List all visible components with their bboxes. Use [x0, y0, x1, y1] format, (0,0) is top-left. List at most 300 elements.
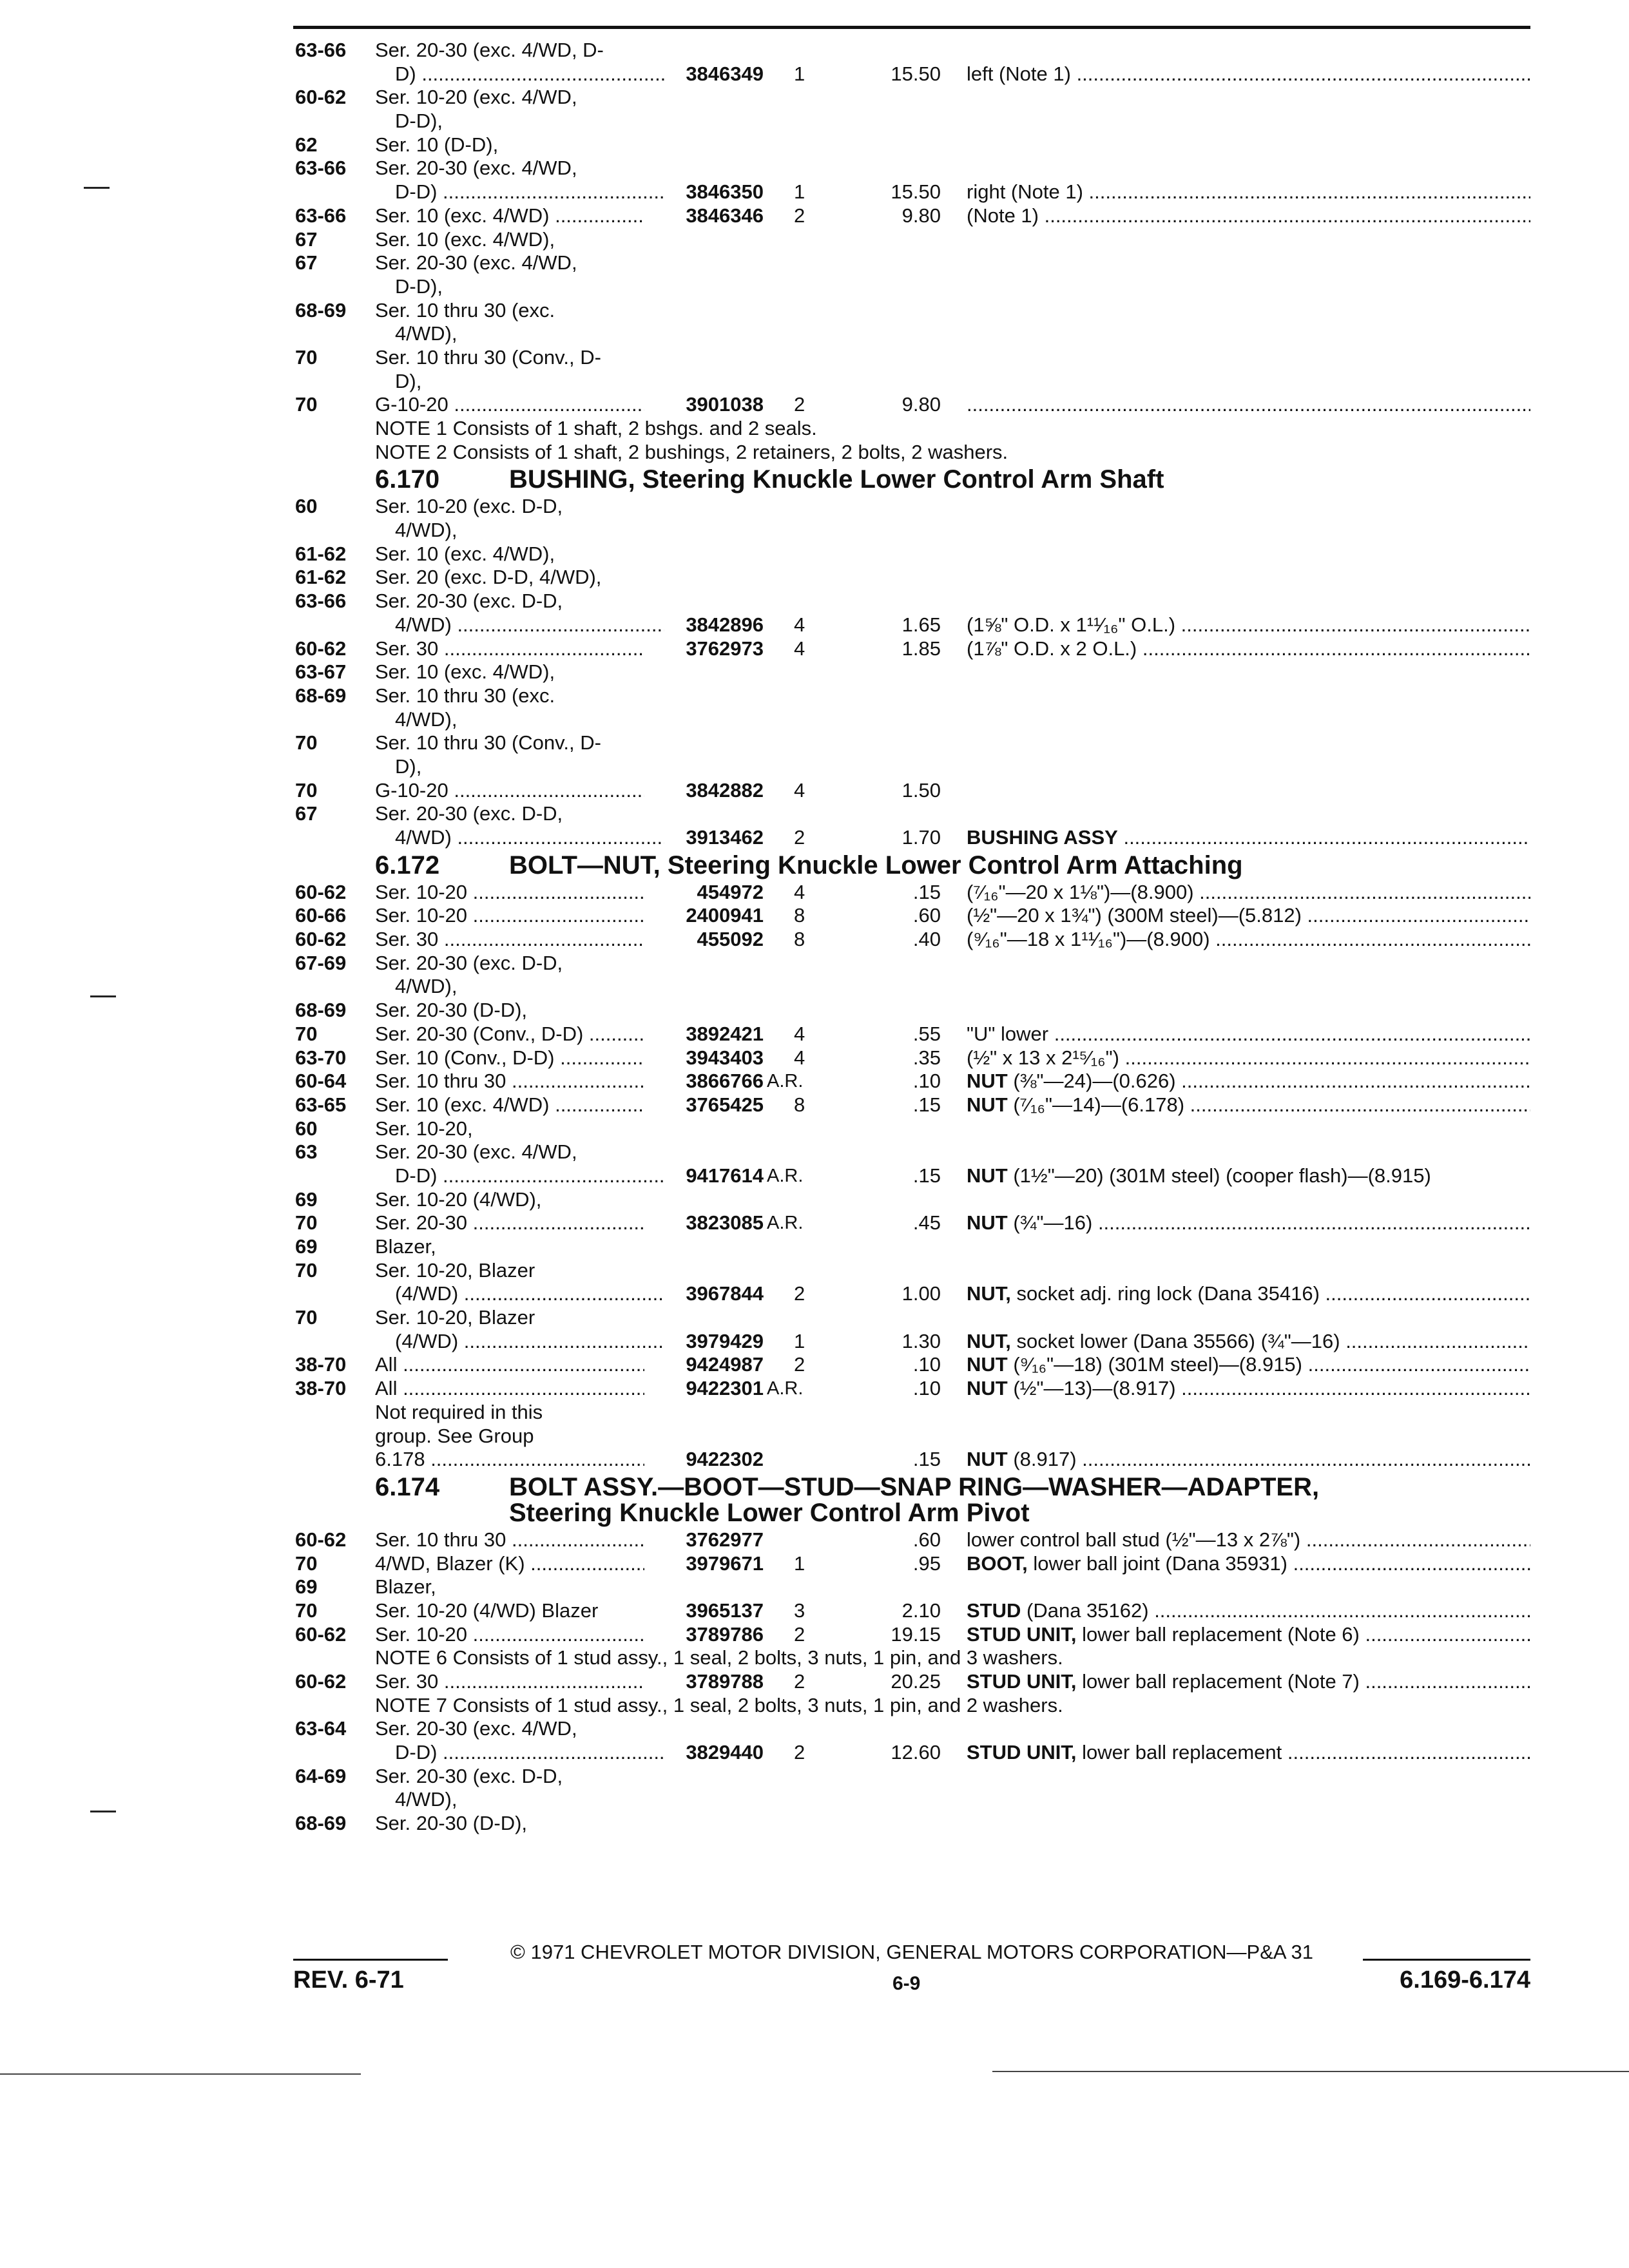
part-number: 3846350 [686, 180, 764, 204]
listing-row [0, 1717, 1629, 1741]
list-price: 1.50 [901, 778, 941, 802]
description-text: right (Note 1) [967, 180, 1083, 204]
description-text: (½"—20 x 1¾") (300M steel)—(5.812) [967, 904, 1302, 927]
model-application: D), [395, 754, 422, 778]
quantity: 4 [794, 880, 805, 903]
model-application: Ser. 10 (D-D), [375, 133, 499, 156]
model-year: 63-66 [295, 590, 347, 613]
margin-mark [90, 1811, 116, 1812]
list-price: 9.80 [901, 393, 941, 416]
model-application: All ..... [375, 1377, 644, 1401]
footer-copyright-line [293, 1941, 1530, 1966]
quantity: 4 [794, 613, 805, 636]
listing-row [0, 157, 1629, 180]
quantity: 2 [794, 1622, 805, 1646]
list-price: 19.15 [891, 1622, 941, 1646]
listing-row [0, 299, 1629, 323]
model-application: Ser. 10 (exc. 4/WD), [375, 660, 555, 684]
listing-row [0, 1046, 1629, 1070]
model-application: Ser. 10 (Conv., D-D) ..... [375, 1046, 644, 1070]
model-application: Ser. 20-30 (exc. 4/WD, [375, 1717, 577, 1740]
scan-edge-rule [992, 2071, 1629, 2072]
model-year: 63-66 [295, 157, 347, 180]
section-heading [0, 1472, 1629, 1528]
listing-row [0, 346, 1629, 370]
part-number: 3842896 [686, 613, 764, 636]
listing-row [0, 1164, 1629, 1188]
part-description [967, 1046, 1530, 1070]
model-application: Ser. 20-30 (exc. D-D, [375, 802, 563, 825]
part-description [967, 1741, 1530, 1765]
description-text: (⁷⁄₁₆"—14)—(6.178) [1007, 1093, 1185, 1116]
part-description [967, 1670, 1530, 1694]
model-year: 63-65 [295, 1093, 347, 1116]
quantity: 4 [794, 1022, 805, 1045]
part-number: 9422302 [686, 1448, 764, 1471]
model-application: 4/WD), [395, 1788, 458, 1811]
model-application: Ser. 20-30 (Conv., D-D) ..... [375, 1023, 644, 1046]
model-application: Ser. 20-30 (exc. 4/WD, [375, 1140, 577, 1164]
model-application: 6.178 ..... [375, 1448, 644, 1472]
model-application: G-10-20 ..... [375, 779, 644, 803]
model-application: Ser. 20 (exc. D-D, 4/WD), [375, 566, 602, 589]
listing-row [0, 779, 1629, 803]
model-application: 4/WD) ..... [395, 613, 664, 637]
part-number: 3943403 [686, 1046, 764, 1069]
description-keyword: NUT [967, 1211, 1008, 1235]
description-text: (⅜"—24)—(0.626) [1007, 1070, 1176, 1093]
model-year: 70 [295, 393, 318, 416]
quantity: 2 [794, 204, 805, 227]
listing-row [0, 731, 1629, 755]
listing-row [0, 590, 1629, 613]
list-price: 1.85 [901, 637, 941, 660]
part-description [967, 1023, 1530, 1046]
footer-revision: REV. 6-71 [293, 1966, 404, 1994]
section-title-line: BOLT ASSY.—BOOT—STUD—SNAP RING—WASHER—ADAPTER, [509, 1472, 1320, 1501]
quantity: A.R. [767, 1071, 804, 1092]
part-number: 3965137 [686, 1599, 764, 1622]
section-title-text [509, 464, 1164, 495]
list-price: .10 [912, 1353, 941, 1376]
model-year: 60-66 [295, 904, 347, 927]
model-year: 60-62 [295, 637, 347, 660]
part-number: 3979671 [686, 1552, 764, 1575]
quantity: 8 [794, 904, 805, 927]
part-description [967, 1211, 1530, 1235]
quantity: 2 [794, 826, 805, 849]
model-application: Not required in this [375, 1400, 543, 1423]
listing-row [0, 1306, 1629, 1330]
model-application: Ser. 10-20 (exc. 4/WD, [375, 86, 577, 109]
part-description [967, 881, 1530, 905]
model-application: Ser. 10-20 (4/WD), [375, 1187, 542, 1211]
model-application: Ser. 10 thru 30 ..... [375, 1070, 644, 1093]
model-application: Blazer, [375, 1235, 436, 1258]
part-description [967, 613, 1530, 637]
description-text: (Dana 35162) [1021, 1599, 1149, 1622]
description-keyword: STUD UNIT, [967, 1670, 1077, 1693]
listing-row [0, 1093, 1629, 1117]
model-application: Ser. 30 ..... [375, 928, 644, 952]
quantity: 4 [794, 637, 805, 660]
list-price: .60 [912, 1528, 941, 1551]
part-number: 3829440 [686, 1741, 764, 1764]
model-year: 60-64 [295, 1070, 347, 1093]
model-year: 63-67 [295, 660, 347, 684]
quantity: 2 [794, 1282, 805, 1305]
description-text: (Note 1) [967, 204, 1039, 227]
listing-row [0, 110, 1629, 133]
list-price: 20.25 [891, 1670, 941, 1693]
section-title-text [509, 850, 1243, 881]
model-application: 4/WD) ..... [395, 826, 664, 850]
description-text: (½"—13)—(8.917) [1007, 1377, 1176, 1400]
quantity: 8 [794, 928, 805, 951]
part-number: 3846349 [686, 62, 764, 85]
description-keyword: NUT [967, 1164, 1008, 1187]
model-application: Ser. 20-30 (exc. D-D, [375, 590, 563, 613]
model-year: 67 [295, 251, 318, 274]
model-year: 63 [295, 1140, 318, 1164]
model-year: 63-66 [295, 204, 347, 227]
quantity: A.R. [767, 1165, 804, 1186]
model-year: 67-69 [295, 951, 347, 974]
part-number: 2400941 [686, 904, 764, 927]
listing-row [0, 613, 1629, 637]
model-application: Ser. 20-30 (exc. D-D, [375, 951, 563, 974]
description-text: (1⅝" O.D. x 1¹¹⁄₁₆" O.L.) [967, 613, 1176, 636]
model-application: (4/WD) ..... [395, 1282, 664, 1306]
list-price: 15.50 [891, 62, 941, 85]
description-keyword: BOOT, [967, 1552, 1028, 1575]
page-footer [293, 1941, 1530, 1997]
model-year: 70 [295, 1258, 318, 1282]
list-price: 12.60 [891, 1741, 941, 1764]
part-number: 3762973 [686, 637, 764, 660]
model-application: Ser. 20-30 (exc. 4/WD, D- [375, 39, 604, 61]
description-text: (⁹⁄₁₆"—18 x 1¹¹⁄₁₆")—(8.900) [967, 928, 1210, 951]
model-year: 70 [295, 1306, 318, 1329]
section-title-line: BOLT—NUT, Steering Knuckle Lower Control Arm Attaching [509, 850, 1243, 879]
description-text: (1⅞" O.D. x 2 O.L.) [967, 637, 1137, 660]
part-description [967, 1528, 1530, 1552]
listing-row [0, 928, 1629, 952]
description-text: (⁷⁄₁₆"—20 x 1⅛")—(8.900) [967, 880, 1194, 903]
listing-row [0, 952, 1629, 975]
model-year: 64-69 [295, 1764, 347, 1787]
part-description [967, 1552, 1530, 1576]
description-text: (8.917) [1007, 1448, 1077, 1471]
list-price: 15.50 [891, 180, 941, 204]
listing-row [0, 904, 1629, 928]
list-price: .15 [912, 1093, 941, 1116]
part-description [967, 826, 1530, 850]
model-year: 60-62 [295, 880, 347, 903]
part-description [967, 1377, 1530, 1401]
model-year: 62 [295, 133, 318, 156]
listing-row [0, 1377, 1629, 1401]
description-keyword: NUT [967, 1448, 1008, 1471]
listing-row [0, 1670, 1629, 1694]
model-year: 61-62 [295, 566, 347, 589]
model-application: (4/WD) ..... [395, 1330, 664, 1354]
description-text: lower control ball stud (½"—13 x 2⅞") [967, 1528, 1301, 1551]
model-application: Ser. 20-30 (D-D), [375, 999, 528, 1022]
description-text: lower ball replacement (Note 7) [1076, 1670, 1360, 1693]
model-year: 60-62 [295, 1528, 347, 1551]
section-title-text [509, 1474, 1476, 1526]
listing-row [0, 660, 1629, 684]
part-description [967, 204, 1530, 228]
listing-row [0, 1211, 1629, 1235]
model-application: Ser. 20-30 (exc. 4/WD, [375, 251, 577, 274]
model-application: D-D) ..... [395, 180, 664, 204]
list-price: .15 [912, 1448, 941, 1471]
section-number: 6.172 [375, 850, 440, 879]
description-text: lower ball joint (Dana 35931) [1027, 1552, 1287, 1575]
listing-note: NOTE 6 Consists of 1 stud assy., 1 seal, 2 bolts, 3 nuts, 1 pin, and 3 washers. [375, 1646, 1063, 1669]
model-year: 67 [295, 802, 318, 825]
model-application: D-D), [395, 110, 443, 133]
part-number: 3892421 [686, 1022, 764, 1045]
model-year: 70 [295, 1211, 318, 1235]
list-price: .10 [912, 1377, 941, 1400]
listing-row [0, 1070, 1629, 1093]
list-price: 1.65 [901, 613, 941, 636]
part-number: 3913462 [686, 826, 764, 849]
quantity: 2 [794, 1741, 805, 1764]
part-number: 3901038 [686, 393, 764, 416]
description-text: socket lower (Dana 35566) (¾"—16) [1010, 1329, 1340, 1352]
description-keyword: STUD UNIT, [967, 1622, 1077, 1646]
listing-row [0, 495, 1629, 519]
model-year: 38-70 [295, 1377, 347, 1400]
model-year: 60-62 [295, 1622, 347, 1646]
description-text: "U" lower [967, 1022, 1049, 1045]
description-text: (⁹⁄₁₆"—18) (301M steel)—(8.915) [1007, 1353, 1302, 1376]
model-application: 4/WD), [395, 707, 458, 731]
list-price: 1.70 [901, 826, 941, 849]
listing-row [0, 1330, 1629, 1354]
model-application: D-D) ..... [395, 1164, 664, 1188]
parts-listing [0, 39, 1629, 1836]
model-application: 4/WD), [395, 519, 458, 542]
part-number: 9422301 [686, 1377, 764, 1400]
model-application: Ser. 10-20 (4/WD) Blazer [375, 1599, 599, 1622]
listing-row [0, 86, 1629, 110]
listing-row [0, 1448, 1629, 1472]
listing-row [0, 62, 1629, 86]
part-description [967, 1093, 1530, 1117]
listing-row [0, 1282, 1629, 1306]
list-price: .45 [912, 1211, 941, 1235]
part-number: 9424987 [686, 1353, 764, 1376]
listing-row [0, 543, 1629, 566]
part-number: 455092 [697, 928, 764, 951]
model-year: 69 [295, 1235, 318, 1258]
model-year: 69 [295, 1187, 318, 1211]
model-application: Ser. 30 ..... [375, 637, 644, 661]
scan-edge-rule [0, 2073, 361, 2075]
part-description [967, 180, 1530, 204]
model-year: 68-69 [295, 298, 347, 322]
listing-row [0, 228, 1629, 252]
model-application: D), [395, 369, 422, 392]
model-application: Ser. 10 thru 30 (exc. [375, 298, 555, 322]
listing-row [0, 1599, 1629, 1623]
listing-row [0, 1741, 1629, 1765]
section-number: 6.170 [375, 465, 440, 494]
listing-row [0, 684, 1629, 708]
top-rule [293, 26, 1530, 29]
model-year: 67 [295, 227, 318, 251]
description-keyword: NUT [967, 1070, 1008, 1093]
part-description [967, 1330, 1530, 1354]
part-description [967, 1599, 1530, 1623]
part-number: 9417614 [686, 1164, 764, 1187]
description-text: (¾"—16) [1007, 1211, 1093, 1235]
part-number: 3866766 [686, 1070, 764, 1093]
listing-row [0, 1353, 1629, 1377]
listing-row [0, 1188, 1629, 1212]
description-keyword: NUT [967, 1093, 1008, 1116]
model-year: 70 [295, 345, 318, 369]
listing-row [0, 322, 1629, 346]
part-description [967, 62, 1530, 86]
listing-row [0, 1812, 1629, 1836]
model-application: 4/WD, Blazer (K) ..... [375, 1552, 644, 1576]
model-application: D) ..... [395, 62, 664, 86]
part-number: 3979429 [686, 1329, 764, 1352]
model-application: Ser. 10-20 ..... [375, 904, 644, 928]
listing-row [0, 39, 1629, 62]
listing-row [0, 204, 1629, 228]
model-year: 70 [295, 1552, 318, 1575]
listing-row [0, 1528, 1629, 1552]
list-price: .95 [912, 1552, 941, 1575]
listing-row [0, 881, 1629, 905]
part-number: 3765425 [686, 1093, 764, 1116]
part-description [967, 1282, 1530, 1306]
model-application: Ser. 10-20, [375, 1117, 473, 1140]
model-application: 4/WD), [395, 975, 458, 998]
listing-row [0, 755, 1629, 779]
listing-row [0, 975, 1629, 999]
model-application: Ser. 20-30 (exc. 4/WD, [375, 157, 577, 180]
description-text: lower ball replacement [1076, 1741, 1282, 1764]
model-application: Ser. 10 thru 30 (Conv., D- [375, 731, 601, 754]
quantity: 4 [794, 1046, 805, 1069]
model-year: 60 [295, 1117, 318, 1140]
listing-row [0, 802, 1629, 826]
part-number: 3846346 [686, 204, 764, 227]
model-year: 63-70 [295, 1046, 347, 1069]
quantity: 3 [794, 1599, 805, 1622]
part-description [967, 1353, 1530, 1377]
list-price: 1.00 [901, 1282, 941, 1305]
part-description [967, 1070, 1530, 1093]
part-number: 3762977 [686, 1528, 764, 1551]
listing-row [0, 1552, 1629, 1576]
list-price: .40 [912, 928, 941, 951]
part-number: 3789788 [686, 1670, 764, 1693]
section-heading [0, 464, 1629, 495]
description-keyword: NUT, [967, 1282, 1011, 1305]
list-price: .15 [912, 880, 941, 903]
model-application: Blazer, [375, 1575, 436, 1599]
model-application: 4/WD), [395, 322, 458, 345]
section-number: 6.174 [375, 1472, 440, 1501]
model-year: 68-69 [295, 684, 347, 707]
part-description [967, 1164, 1530, 1188]
part-number: 3789786 [686, 1622, 764, 1646]
footer-rule-left [293, 1959, 448, 1961]
description-keyword: NUT [967, 1377, 1008, 1400]
list-price: 2.10 [901, 1599, 941, 1622]
model-application: Ser. 10 (exc. 4/WD), [375, 542, 555, 565]
quantity: A.R. [767, 1378, 804, 1399]
quantity: A.R. [767, 1213, 804, 1234]
part-number: 3842882 [686, 778, 764, 802]
model-application: Ser. 10-20 ..... [375, 881, 644, 905]
section-title-line: Steering Knuckle Lower Control Arm Pivot [509, 1498, 1030, 1527]
model-application: group. See Group [375, 1424, 534, 1447]
listing-row [0, 370, 1629, 394]
model-application: G-10-20 ..... [375, 393, 644, 417]
description-keyword: NUT [967, 1353, 1008, 1376]
quantity: 2 [794, 1353, 805, 1376]
part-number: 454972 [697, 880, 764, 903]
model-year: 69 [295, 1575, 318, 1599]
quantity: 1 [794, 1329, 805, 1352]
margin-mark [84, 187, 110, 189]
description-keyword: BUSHING ASSY [967, 826, 1118, 849]
model-year: 63-64 [295, 1717, 347, 1740]
description-text: (½" x 13 x 2¹⁵⁄₁₆") [967, 1046, 1119, 1069]
part-description [967, 904, 1530, 928]
quantity: 8 [794, 1093, 805, 1116]
model-application: Ser. 30 ..... [375, 1670, 644, 1694]
listing-note: NOTE 1 Consists of 1 shaft, 2 bshgs. and 2 seals. [375, 417, 817, 439]
list-price: .10 [912, 1070, 941, 1093]
model-application: Ser. 10 thru 30 (Conv., D- [375, 345, 601, 369]
description-keyword: STUD [967, 1599, 1021, 1622]
listing-row [0, 1117, 1629, 1141]
model-application: Ser. 20-30 (exc. D-D, [375, 1764, 563, 1787]
list-price: .35 [912, 1046, 941, 1069]
margin-mark [90, 995, 116, 997]
quantity: 2 [794, 393, 805, 416]
listing-row [0, 1575, 1629, 1599]
description-text: (1½"—20) (301M steel) (cooper flash)—(8.915) [1007, 1164, 1431, 1187]
description-keyword: NUT, [967, 1329, 1011, 1352]
part-description [967, 928, 1530, 952]
listing-row [0, 1425, 1629, 1448]
listing-row [0, 708, 1629, 732]
model-year: 60-62 [295, 1670, 347, 1693]
model-year: 38-70 [295, 1353, 347, 1376]
quantity: 1 [794, 180, 805, 204]
quantity: 4 [794, 778, 805, 802]
model-application: D-D), [395, 274, 443, 298]
listing-row [0, 826, 1629, 850]
listing-row [0, 251, 1629, 275]
listing-row [0, 519, 1629, 543]
listing-row [0, 1401, 1629, 1425]
list-price: 1.30 [901, 1329, 941, 1352]
part-number: 3967844 [686, 1282, 764, 1305]
